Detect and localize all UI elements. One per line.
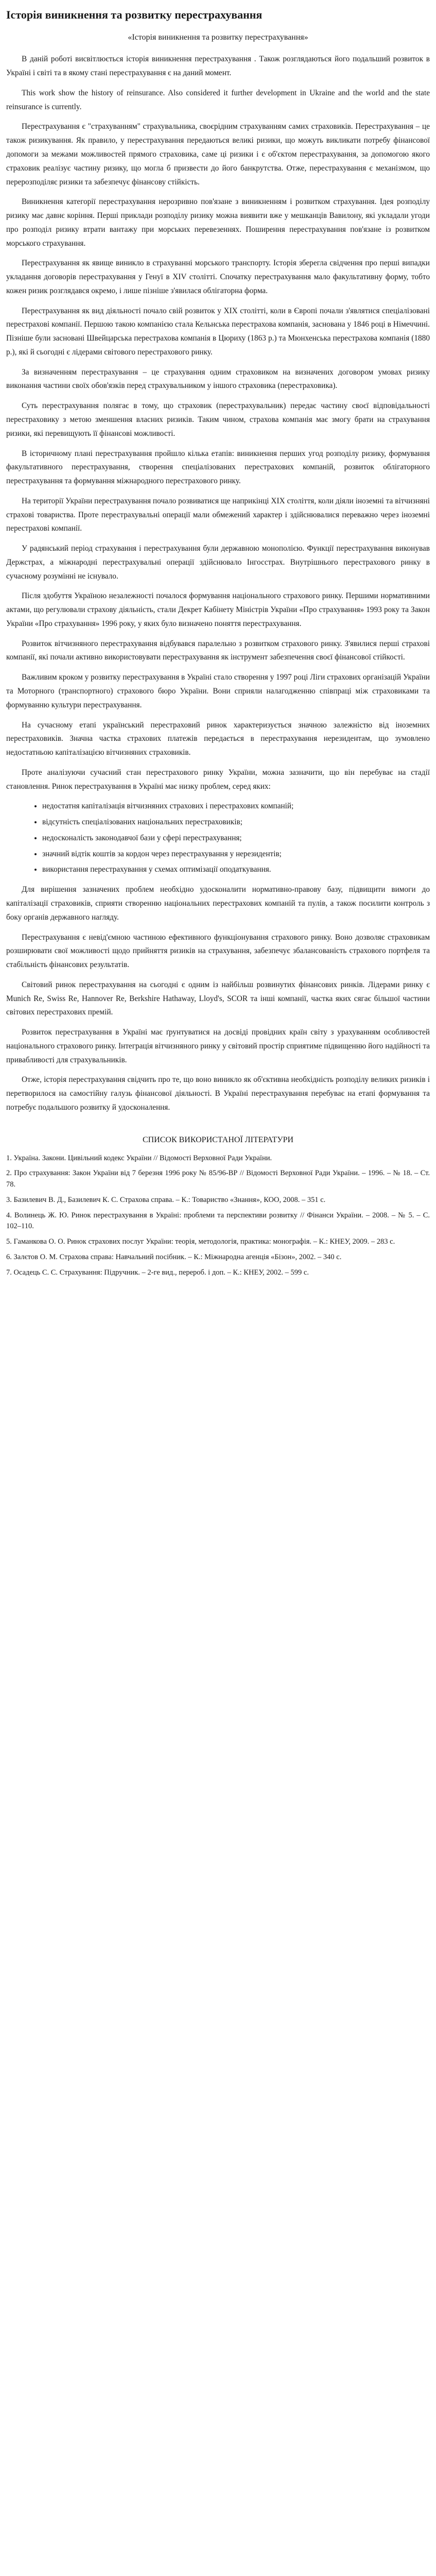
paragraph: В даній роботі висвітлюється історія виникнення перестрахування . Також розглядаються його подальший розвиток в Україні і світі та в якому стані перестрахування є на даний момент. bbox=[6, 55, 430, 78]
reference-item: 5. Гаманкова О. О. Ринок страхових послуг України: теорія, методологія, практика: монографія. – К.: КНЕУ, 2009. – 283 с. bbox=[6, 1238, 395, 1246]
list-item: • недосконалість законодавчої бази у сфері перестрахування; bbox=[42, 832, 430, 845]
references-title: СПИСОК ВИКОРИСТАНОЇ ЛІТЕРАТУРИ bbox=[142, 1135, 294, 1144]
reference-item: 4. Волинець Ж. Ю. Ринок перестрахування в Україні: проблеми та перспективи розвитку // Фінанси України. – 2008. – № 5. – С. 102–110. bbox=[6, 1211, 430, 1231]
paragraph: Перестрахування є "страхуванням" страхувальника, своєрідним страхуванням самих страховиків. Перестрахування – це також ризикування. Як правило, у перестрахування передаються великі ризики, що можуть викликати потребу фінансової допомоги за межами можливостей прямого страховика, саме ці ризики і є об'єктом перестрахування, за допомогою якого страховик реалізує частину ризику, що могла б призвести до його банкрутства. Отже, перестрахування є механізмом, що перерозподіляє ризики та забезпечує фінансову стійкість. bbox=[6, 122, 430, 187]
body-text-continued bbox=[6, 883, 430, 1114]
references-list bbox=[6, 1153, 430, 1279]
list-item: • відсутність спеціалізованих національних перестраховиків; bbox=[42, 816, 430, 829]
paragraph: За визначенням перестрахування – це страхування одним страховиком на визначених договором умовах ризику виконання частини своїх обов'язків перед страхувальником у іншого страховика (перестраховика). bbox=[6, 367, 430, 391]
list-item: • використання перестрахування у схемах оптимізації оподаткування. bbox=[42, 863, 430, 877]
paragraph: Проте аналізуючи сучасний стан перестрахового ринку України, можна зазначити, що він перебуває на стадії становлення. Ринок перестрахування в Україні має низку проблем, серед яких: bbox=[6, 768, 430, 791]
paragraph: У радянський період страхування і перестрахування були державною монополією. Функції перестрахування виконував Держстрах, а міжнародні перестрахувальні операції здійснювало Інгосстрах. Внутрішнього перестрахового ринку в сучасному розумінні не існувало. bbox=[6, 544, 430, 581]
paragraph: Перестрахування як явище виникло в страхуванні морського транспорту. Історія зберегла свідчення про перші випадки укладання договорів перестрахування у Генуї в XIV столітті. Спочатку перестрахування мало факультативну форму, тобто кожен ризик розглядався окремо, і лише пізніше з'явилася облігаторна форма. bbox=[6, 259, 430, 295]
paragraph: Після здобуття Україною незалежності почалося формування національного страхового ринку. Першими нормативними актами, що регулювали страхову діяльність, стали Декрет Кабінету Міністрів України «Про страхування» 1993 року та Закон України «Про страхування» 1996 року, у яких було визначено поняття перестрахування. bbox=[6, 591, 430, 628]
paragraph: Розвиток перестрахування в Україні має ґрунтуватися на досвіді провідних країн світу з урахуванням особливостей національного страхового ринку. Інтеграція вітчизняного ринку у світовий простір сприятиме підвищенню його надійності та привабливості для страхувальників. bbox=[6, 1028, 430, 1064]
document-subtitle: «Історія виникнення та розвитку перестрахування» bbox=[128, 33, 308, 42]
paragraph: На сучасному етапі український перестраховий ринок характеризується значною залежністю від іноземних перестраховиків. Значна частка страхових платежів передається в перестрахування нерезидентам, що зумовлено недостатньою капіталізацією вітчизняних страховиків. bbox=[6, 720, 430, 757]
problems-list bbox=[6, 800, 430, 877]
paragraph: This work show the history of reinsurance. Also considered it further development in Ukraine and the world and the state reinsurance is currently. bbox=[6, 88, 430, 111]
reference-item: 2. Про страхування: Закон України від 7 березня 1996 року № 85/96-ВР // Відомості Верховної Ради України. – 1996. – № 18. – Ст. 78. bbox=[6, 1169, 430, 1189]
reference-item: 3. Базилевич В. Д., Базилевич К. С. Страхова справа. – К.: Товариство «Знання», КОО, 2008. – 351 с. bbox=[6, 1195, 326, 1204]
paragraph: Важливим кроком у розвитку перестрахування в Україні стало створення у 1997 році Ліги страхових організацій України та Моторного (транспортного) страхового бюро України. Вони сприяли налагодженню співпраці між страховиками та формуванню культури перестрахування. bbox=[6, 673, 430, 709]
reference-item: 6. Залєтов О. М. Страхова справа: Навчальний посібник. – К.: Міжнародна агенція «Бізон», 2002. – 340 с. bbox=[6, 1252, 342, 1261]
paragraph: Суть перестрахування полягає в тому, що страховик (перестрахувальник) передає частину своєї відповідальності перестраховику з метою зменшення власних ризиків. Таким чином, страхова компанія має змогу брати на страхування ризики, які перевищують її фінансові можливості. bbox=[6, 401, 430, 438]
paragraph: Виникнення категорії перестрахування нерозривно пов'язане з виникненням і розвитком страхування. Ідея розподілу ризику має давнє коріння. Перші приклади розподілу ризику можна виявити вже у мешканців Вавилону, які укладали угоди про розподіл ризику втрати вантажу при морських перевезеннях. Поширення перестрахування пов'язане із розвитком морського страхування. bbox=[6, 197, 430, 248]
list-item: • значний відтік коштів за кордон через перестрахування у нерезидентів; bbox=[42, 848, 430, 861]
document-title: Історія виникнення та розвитку перестрахування bbox=[6, 8, 263, 21]
paragraph: Отже, історія перестрахування свідчить про те, що воно виникло як об'єктивна необхідність розподілу великих ризиків і перетворилося на самостійну галузь фінансової діяльності. В Україні перестрахування перебуває на етапі формування та потребує подальшого розвитку й удосконалення. bbox=[6, 1075, 430, 1112]
paragraph: Перестрахування є невід'ємною частиною ефективного функціонування страхового ринку. Воно дозволяє страховикам розширювати свої можливості щодо прийняття ризиків на страхування, забезпечує збалансованість страхового портфеля та стабільність фінансових результатів. bbox=[6, 933, 430, 970]
paragraph: На території України перестрахування почало розвиватися ще наприкінці XIX століття, коли діяли іноземні та вітчизняні страхові товариства. Проте перестрахувальні операції мали обмежений характер і здійснювалися переважно через іноземні перестрахові компанії. bbox=[6, 496, 430, 533]
paragraph: В історичному плані перестрахування пройшло кілька етапів: виникнення перших угод розподілу ризику, формування факультативного перестрахування, створення спеціалізованих перестрахових компаній, розвиток облігаторного перестрахування та формування міжнародного перестрахового ринку. bbox=[6, 449, 430, 486]
reference-item: 7. Осадець С. С. Страхування: Підручник. – 2-ге вид., перероб. і доп. – К.: КНЕУ, 2002. – 599 с. bbox=[6, 1268, 309, 1277]
paragraph: Перестрахування як вид діяльності почало свій розвиток у XIX столітті, коли в Європі почали з'являтися спеціалізовані перестрахові компанії. Першою такою компанією стала Кельнська перестрахова компанія, заснована у 1846 році в Німеччині. Пізніше були засновані Швейцарська перестрахова компанія в Цюриху (1863 р.) та Мюнхенська перестрахова компанія (1880 р.), які й сьогодні є лідерами світового перестрахового ринку. bbox=[6, 306, 430, 357]
paragraph: Розвиток вітчизняного перестрахування відбувався паралельно з розвитком страхового ринку. З'явилися перші страхові компанії, які почали активно використовувати перестрахування як інструмент забезпечення своєї фінансової стійкості. bbox=[6, 639, 430, 662]
reference-item: 1. Україна. Закони. Цивільний кодекс України // Відомості Верховної Ради України. bbox=[6, 1154, 272, 1162]
paragraph: Світовий ринок перестрахування на сьогодні є одним із найбільш розвинутих фінансових ринків. Лідерами ринку є Munich Re, Swiss Re, Hannover Re, Berkshire Hathaway, Lloyd's, SCOR та інші компанії, частка яких сягає більшої частини світових перестрахових премій. bbox=[6, 980, 430, 1017]
paragraph: Для вирішення зазначених проблем необхідно удосконалити нормативно-правову базу, підвищити вимоги до капіталізації страховиків, сприяти створенню національних перестрахових компаній та пулів, а також посилити контроль з боку органів державного нагляду. bbox=[6, 885, 430, 922]
list-item: • недостатня капіталізація вітчизняних страхових і перестрахових компаній; bbox=[42, 800, 430, 814]
body-text bbox=[6, 53, 430, 793]
